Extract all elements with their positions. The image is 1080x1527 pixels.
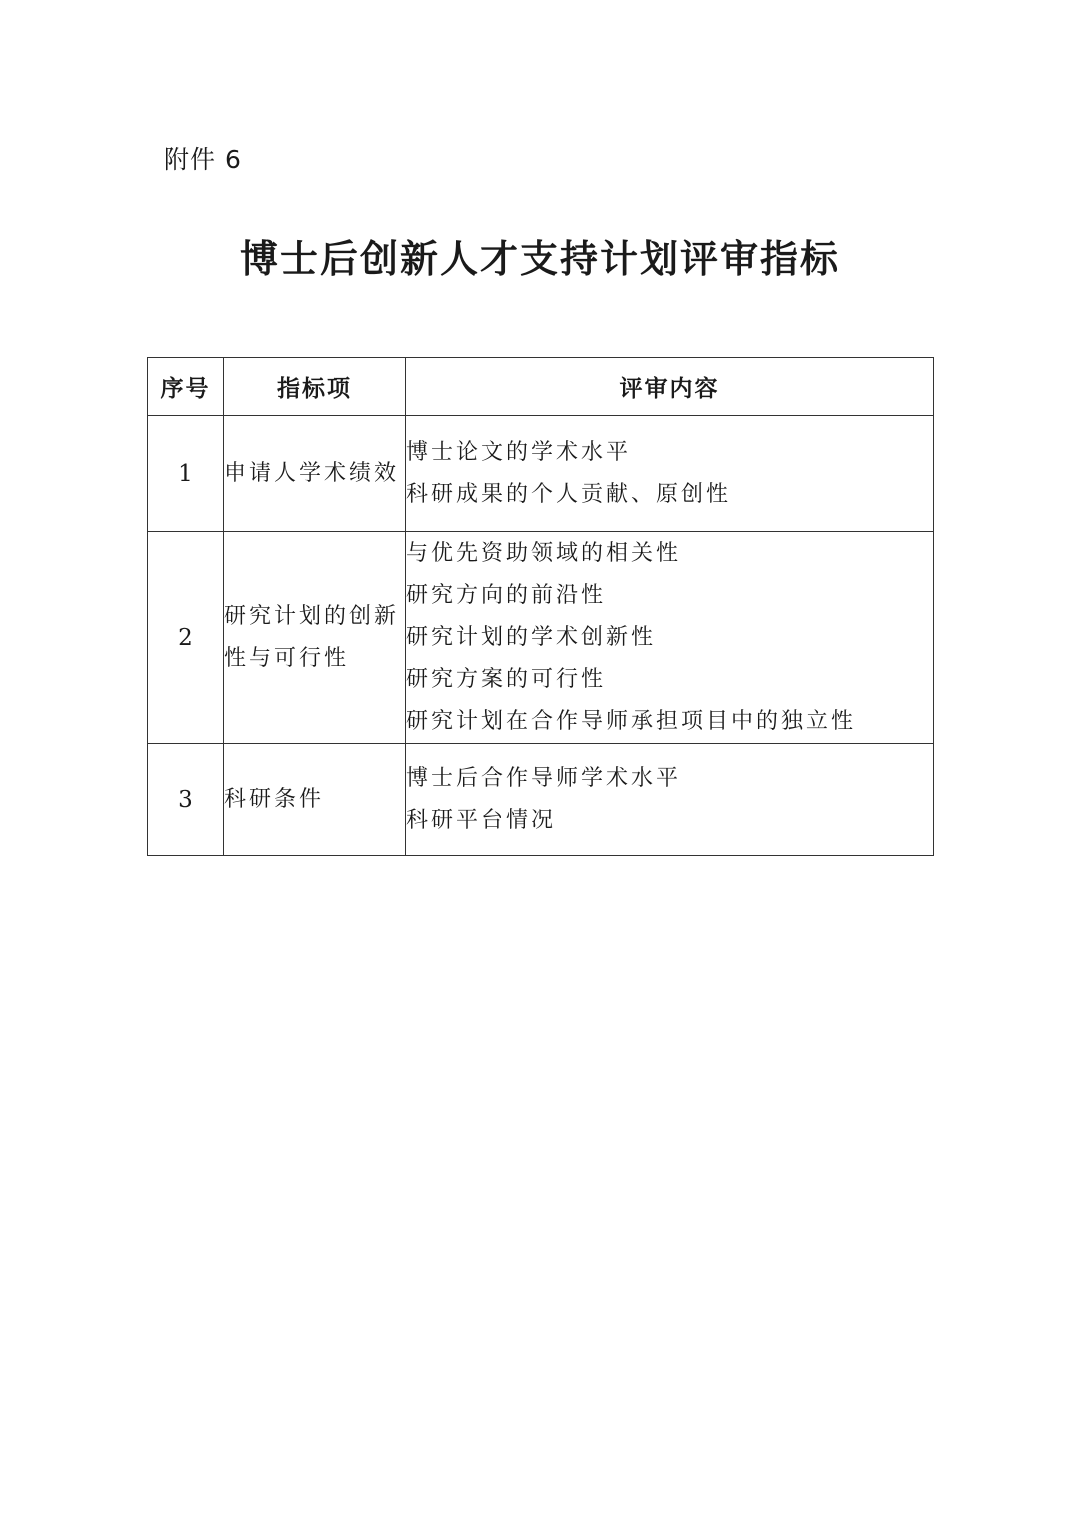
content-line: 与优先资助领域的相关性 bbox=[406, 540, 682, 566]
criterion-item: 研究计划的创新性与可行性 bbox=[224, 532, 406, 744]
row-number: 2 bbox=[148, 532, 224, 744]
content-line: 科研平台情况 bbox=[406, 807, 557, 833]
row-number: 1 bbox=[148, 416, 224, 532]
table-row bbox=[148, 416, 934, 532]
table-row bbox=[148, 532, 934, 744]
content-line: 博士后合作导师学术水平 bbox=[406, 765, 682, 791]
criteria-table bbox=[147, 357, 934, 856]
criterion-content bbox=[406, 416, 934, 532]
table-row bbox=[148, 744, 934, 856]
row-number: 3 bbox=[148, 744, 224, 856]
content-line: 研究计划的学术创新性 bbox=[406, 624, 657, 650]
header-item: 指标项 bbox=[224, 358, 406, 416]
criterion-item: 申请人学术绩效 bbox=[224, 416, 406, 532]
content-line: 研究方案的可行性 bbox=[406, 666, 607, 692]
content-line: 研究方向的前沿性 bbox=[406, 582, 607, 608]
header-no: 序号 bbox=[148, 358, 224, 416]
content-line: 科研成果的个人贡献、原创性 bbox=[406, 481, 732, 507]
criterion-item: 科研条件 bbox=[224, 744, 406, 856]
header-content: 评审内容 bbox=[406, 358, 934, 416]
attachment-label: 附件 6 bbox=[164, 145, 242, 174]
criterion-content bbox=[406, 532, 934, 744]
criterion-content bbox=[406, 744, 934, 856]
page-title: 博士后创新人才支持计划评审指标 bbox=[239, 236, 840, 281]
content-line: 研究计划在合作导师承担项目中的独立性 bbox=[406, 708, 857, 734]
table-header-row bbox=[148, 358, 934, 416]
content-line: 博士论文的学术水平 bbox=[406, 439, 632, 465]
